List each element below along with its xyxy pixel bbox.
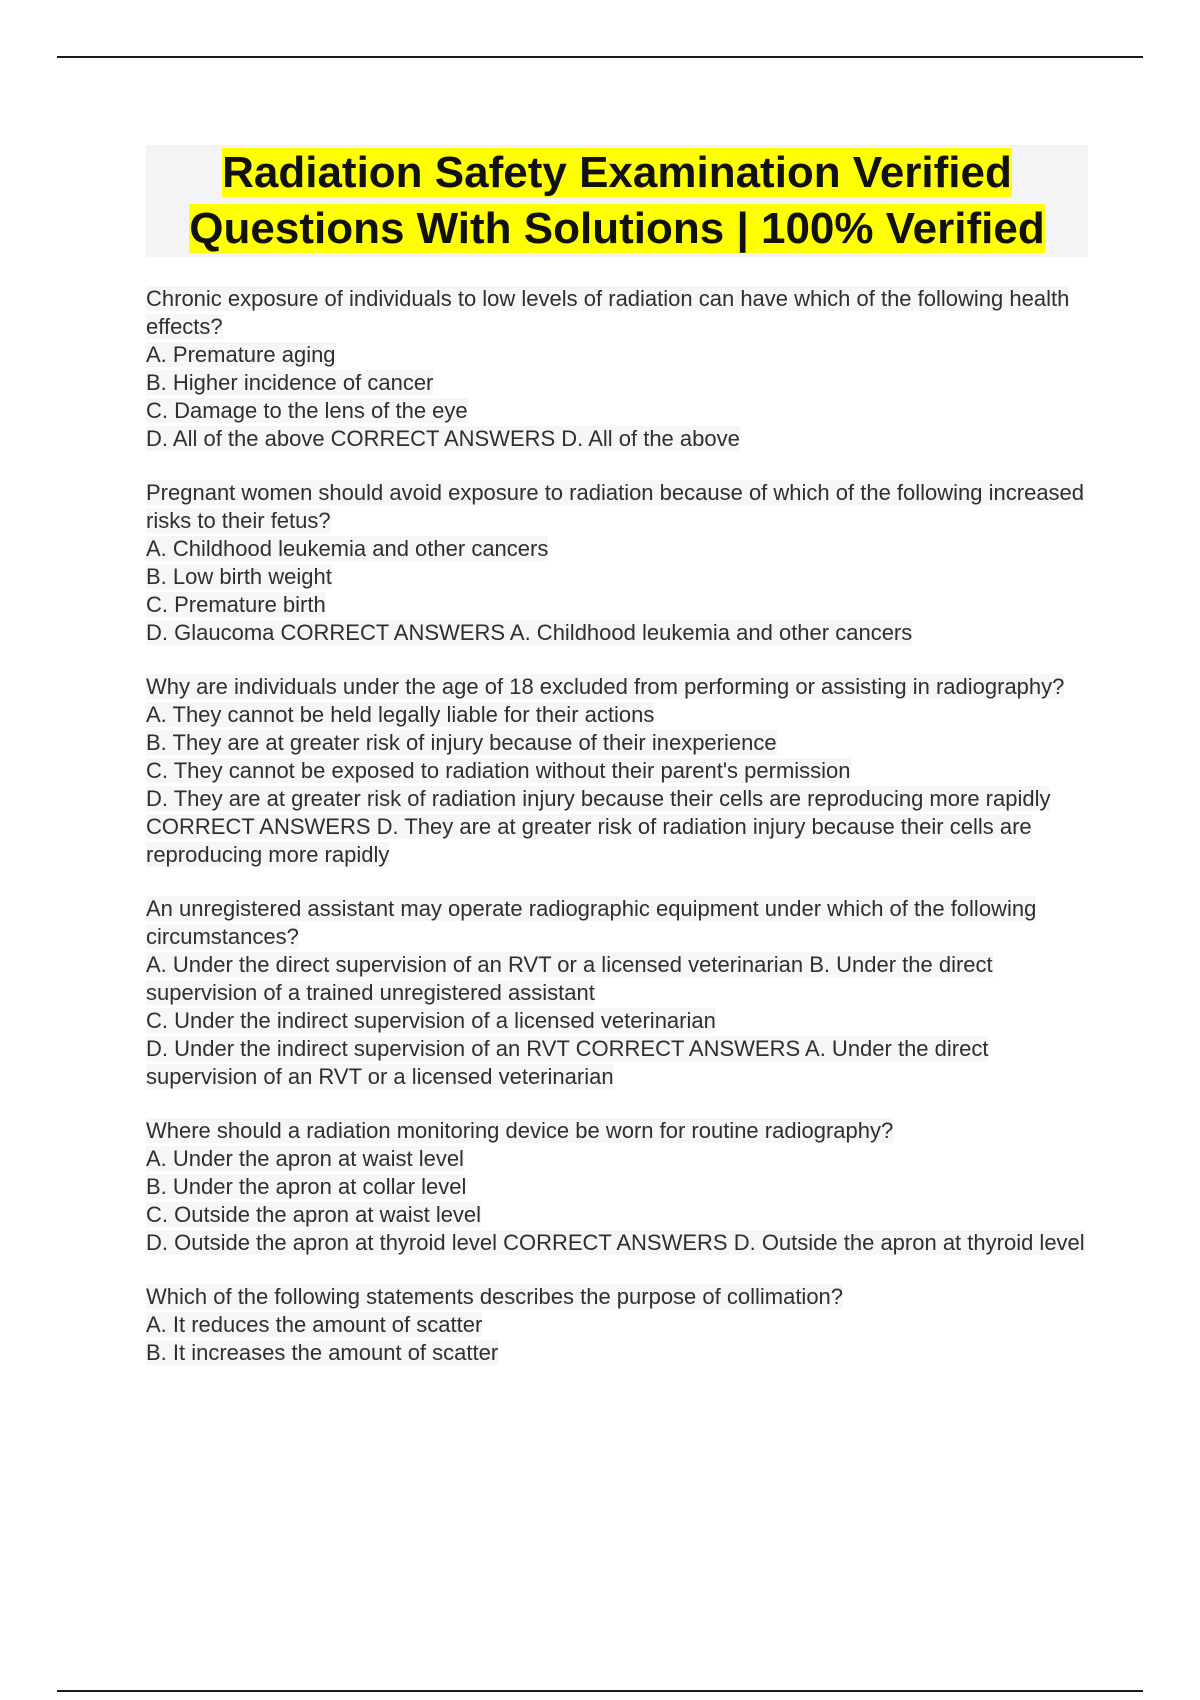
title-line-1: Radiation Safety Examination Verified: [222, 148, 1012, 197]
answer-option: A. Childhood leukemia and other cancers: [146, 536, 549, 561]
question-list: [146, 285, 1088, 1393]
answer-option: A. Under the apron at waist level: [146, 1146, 464, 1171]
answer-option-with-correct-answer: D. Glaucoma CORRECT ANSWERS A. Childhood leukemia and other cancers: [146, 620, 913, 645]
answer-option: B. They are at greater risk of injury because of their inexperience: [146, 730, 777, 755]
question-prompt: Which of the following statements describes the purpose of collimation?: [146, 1284, 844, 1309]
answer-option: A. Premature aging: [146, 342, 336, 367]
question-prompt: Why are individuals under the age of 18 excluded from performing or assisting in radiography?: [146, 674, 1065, 699]
question-prompt: Chronic exposure of individuals to low levels of radiation can have which of the following health effects?: [146, 286, 1070, 339]
answer-option-with-correct-answer: D. They are at greater risk of radiation injury because their cells are reproducing more rapidly CORRECT ANSWERS D. They are at greater risk of radiation injury because their cells are reproducing more rapidly: [146, 786, 1051, 867]
top-rule: [57, 56, 1143, 58]
answer-option-with-correct-answer: D. All of the above CORRECT ANSWERS D. All of the above: [146, 426, 740, 451]
answer-option: C. They cannot be exposed to radiation without their parent's permission: [146, 758, 851, 783]
answer-option: C. Outside the apron at waist level: [146, 1202, 482, 1227]
answer-option: C. Under the indirect supervision of a licensed veterinarian: [146, 1008, 716, 1033]
answer-option: A. It reduces the amount of scatter: [146, 1312, 483, 1337]
answer-option: A. Under the direct supervision of an RVT or a licensed veterinarian B. Under the direct supervision of a trained unregistered assistant: [146, 952, 993, 1005]
answer-option: C. Premature birth: [146, 592, 326, 617]
document-title: [146, 145, 1088, 257]
answer-option: B. Under the apron at collar level: [146, 1174, 467, 1199]
answer-option: C. Damage to the lens of the eye: [146, 398, 468, 423]
answer-option: B. Low birth weight: [146, 564, 332, 589]
answer-option-with-correct-answer: D. Under the indirect supervision of an RVT CORRECT ANSWERS A. Under the direct supervision of an RVT or a licensed veterinarian: [146, 1036, 989, 1089]
question-5: [146, 1117, 1088, 1257]
answer-option: B. Higher incidence of cancer: [146, 370, 434, 395]
title-line-2: Questions With Solutions | 100% Verified: [189, 204, 1045, 253]
question-2: [146, 479, 1088, 647]
bottom-rule: [57, 1690, 1143, 1692]
question-6: [146, 1283, 1088, 1367]
answer-option-with-correct-answer: D. Outside the apron at thyroid level CORRECT ANSWERS D. Outside the apron at thyroid level: [146, 1230, 1085, 1255]
question-3: [146, 673, 1088, 869]
question-1: [146, 285, 1088, 453]
question-4: [146, 895, 1088, 1091]
answer-option: A. They cannot be held legally liable for their actions: [146, 702, 655, 727]
question-prompt: Where should a radiation monitoring device be worn for routine radiography?: [146, 1118, 894, 1143]
question-prompt: An unregistered assistant may operate radiographic equipment under which of the following circumstances?: [146, 896, 1037, 949]
answer-option: B. It increases the amount of scatter: [146, 1340, 499, 1365]
question-prompt: Pregnant women should avoid exposure to radiation because of which of the following increased risks to their fetus?: [146, 480, 1085, 533]
